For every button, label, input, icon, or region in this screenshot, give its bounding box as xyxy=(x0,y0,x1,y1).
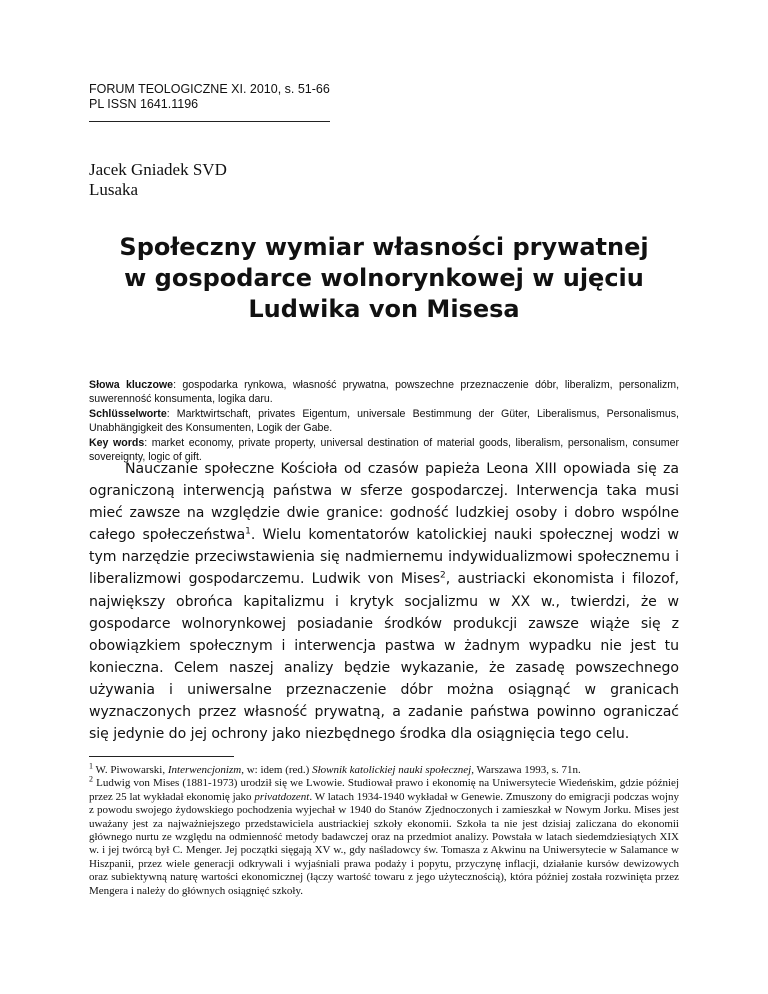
footnote-1-italic-2: Słownik katolickiej nauki społecznej xyxy=(312,764,472,776)
footnote-1-italic-1: Interwencjonizm xyxy=(167,764,242,776)
footnote-2-text-a: Ludwig von Mises (1881-1973) urodził się we Lwowie. Studiował prawo i ekonomię na Uniwersytecie Wiedeńskim, gdzie później przez 25 lat wykładał ekonomię jako xyxy=(89,777,679,803)
issn: PL ISSN 1641.1196 xyxy=(89,97,199,111)
footnote-2-italic: privatdozent xyxy=(254,790,310,803)
header-rule xyxy=(89,121,330,122)
keywords-english-label: Key words xyxy=(89,436,145,449)
keywords-german-label: Schlüsselworte xyxy=(89,407,167,420)
footnote-rule xyxy=(89,756,234,757)
footnote-1 xyxy=(89,761,679,777)
body-text-part-1: Nauczanie społeczne Kościoła od czasów papieża Leona XIII opowiada się za ograniczoną interwencją państwa w sferze gospodarczej. Interwencja taka musi mieć zawsze na względzie dwie granice: godność ludzkiej osoby i dobro wspólne całego społeczeństwa xyxy=(89,461,679,544)
footnote-2 xyxy=(89,774,679,898)
author-place: Lusaka xyxy=(89,180,139,199)
footnote-2-number: 2 xyxy=(89,774,93,784)
keywords-english-text: : market economy, private property, universal destination of material goods, liberalism, personalism, consumer sovereignty, logic of gift. xyxy=(89,436,680,464)
keywords-polish-text: : gospodarka rynkowa, własność prywatna, powszechne przeznaczenie dóbr, liberalizm, personalizm, suwerenność konsumenta, logika daru. xyxy=(89,379,680,406)
footnote-1-text-a: W. Piwowarski, xyxy=(93,764,168,776)
keywords-german-text: : Marktwirtschaft, privates Eigentum, universale Bestimmung der Güter, Liberalismus, Personalismus, Unabhängigkeit des Konsumenten, Logik der Gabe. xyxy=(89,407,679,435)
footnote-ref-2: 2 xyxy=(440,570,446,581)
footnote-2-text-b: . W latach 1934-1940 wykładał w Genewie. Zmuszony do emigracji podczas wojny z powodu swojego żydowskiego pochodzenia wyjechał w 1940 do Stanów Zjednoczonych i zamieszkał w Nowym Jorku. Mises jest uważany jest za najważniejszego przedstawiciela austriackiej szkoły ekonomii. Szkoła ta nie jest dzisiaj zaliczana do ekonomii głównego nurtu ze względu na odmienność metody badawczej oraz na przedmiot analizy. Powstała w latach siedemdziesiątych XIX w. i jej twórcą był C. Menger. Jej początki sięgają XV w., gdy naśladowcy św. Tomasza z Akwinu na Uniwersytecie w Salamance w Hiszpanii, przez wiele generacji odkrywali i wyjaśniali prawa podaży i popytu, przyczynę inflacji, działanie kursów dewizowych oraz subiektywną naturę wartości ekonomicznej (łączy wartość towaru z jego użytecznością), która później została rozwinięta przez Mengera i należy do głównych osiągnięć szkoły. xyxy=(89,790,679,897)
keywords-german xyxy=(89,407,679,436)
footnote-1-number: 1 xyxy=(89,761,93,771)
journal-header xyxy=(89,82,330,112)
footnote-1-text-b: , w: idem (red.) xyxy=(241,764,313,776)
title-line-3: Ludwika von Misesa xyxy=(248,295,520,323)
keywords-polish xyxy=(89,378,679,407)
footnotes xyxy=(89,761,679,898)
author-block xyxy=(89,160,227,200)
author-name: Jacek Gniadek SVD xyxy=(89,160,227,179)
body-text-part-2: . Wielu komentatorów katolickiej nauki społecznej wodzi w tym narzędzie przeciwstawienia się nadmiernemu indywidualizmowi społecznemu i liberalizmowi gospodarczemu. Ludwik von Mises xyxy=(89,527,679,588)
keywords-block xyxy=(89,378,679,464)
body-paragraph xyxy=(89,458,679,745)
footnote-ref-1: 1 xyxy=(245,526,251,537)
title-line-1: Społeczny wymiar własności prywatnej xyxy=(119,233,649,261)
footnote-1-text-c: , Warszawa 1993, s. 71n. xyxy=(471,764,581,776)
journal-citation: FORUM TEOLOGICZNE XI. 2010, s. 51-66 xyxy=(89,82,330,96)
title-line-2: w gospodarce wolnorynkowej w ujęciu xyxy=(124,264,644,292)
article-title xyxy=(60,232,708,325)
keywords-polish-label: Słowa kluczowe xyxy=(89,379,174,391)
body-text-part-3: , austriacki ekonomista i filozof, największy obrońca kapitalizmu i krytyk socjalizmu w XX w., twierdzi, że w gospodarce wolnorynkowej posiadanie środków produkcji zawsze wiąże się z obowiązkiem społecznym i interwencja pastwa w żadnym wypadku nie jest tu konieczna. Celem naszej analizy będzie wykazanie, że zasadę powszechnego używania i uniwersalne przeznaczenie dóbr można osiągnąć w granicach wyznaczonych przez własność prywatną, a zadanie państwa powinno ograniczać się jedynie do jej ochrony jako niezbędnego środka dla osiągnięcia tego celu. xyxy=(89,571,680,743)
